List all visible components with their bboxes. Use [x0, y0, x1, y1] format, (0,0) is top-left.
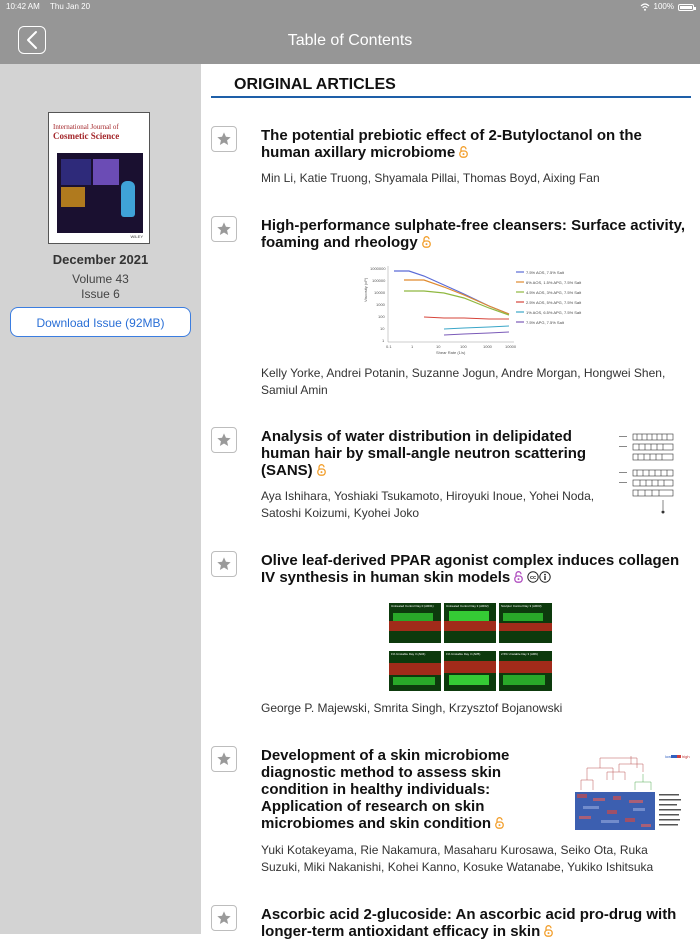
- figure-ylabel: Viscosity (cP): [363, 277, 368, 302]
- status-time: 10:42 AM: [6, 2, 40, 11]
- article-authors: George P. Majewski, Smrita Singh, Krzysztof Bojanowski: [261, 701, 563, 715]
- issue-sidebar: [0, 64, 201, 934]
- open-access-icon: [317, 464, 326, 476]
- svg-text:7.5% APG, 7.5% Salt: 7.5% APG, 7.5% Salt: [526, 320, 564, 325]
- article-authors: Kelly Yorke, Andrei Potanin, Suzanne Jogun, Andre Morgan, Hongwei Shen, Samiul Amin: [261, 366, 666, 397]
- svg-text:100: 100: [460, 344, 467, 349]
- download-issue-button[interactable]: Download Issue (92MB): [10, 307, 191, 337]
- svg-text:1000000: 1000000: [370, 266, 386, 271]
- creative-commons-icon: [527, 571, 539, 583]
- svg-text:Untreated Control Day 3 (AR02): Untreated Control Day 3 (AR02): [446, 604, 489, 608]
- open-access-icon: [544, 925, 553, 937]
- svg-text:10: 10: [436, 344, 441, 349]
- cover-title-line2: Cosmetic Science: [53, 131, 120, 141]
- nav-bar: [0, 14, 700, 64]
- issue-number: Issue 6: [81, 287, 120, 301]
- star-icon: [216, 131, 232, 147]
- svg-text:Untreated Control Day 0 (AR01): Untreated Control Day 0 (AR01): [391, 604, 434, 608]
- svg-text:1% Unstable Day 3 (AR4): 1% Unstable Day 3 (AR4): [391, 652, 426, 656]
- open-access-icon: [514, 571, 523, 583]
- svg-text:1000: 1000: [376, 302, 385, 307]
- open-access-icon: [422, 236, 431, 248]
- svg-text:6% AOS, 1.5% APG, 7.5% Salt: 6% AOS, 1.5% APG, 7.5% Salt: [526, 280, 582, 285]
- svg-text:1: 1: [382, 338, 385, 343]
- wifi-icon: [640, 3, 650, 11]
- svg-text:100: 100: [378, 314, 385, 319]
- battery-percent: 100%: [653, 2, 674, 11]
- star-icon: [216, 221, 232, 237]
- cover-publisher: WILEY: [130, 234, 143, 239]
- cover-title-line1: International Journal of: [53, 123, 119, 131]
- svg-text:1: 1: [411, 344, 414, 349]
- svg-text:high: high: [682, 754, 690, 759]
- battery-icon: [678, 4, 694, 11]
- star-icon: [216, 910, 232, 926]
- star-icon: [216, 432, 232, 448]
- svg-text:4.5% AOS, 3% APG, 7.5% Salt: 4.5% AOS, 3% APG, 7.5% Salt: [526, 290, 582, 295]
- svg-text:cc: cc: [530, 575, 537, 581]
- star-icon: [216, 556, 232, 572]
- article-figure-rheology[interactable]: [364, 262, 594, 357]
- favorite-star-button[interactable]: [211, 905, 237, 931]
- svg-text:1% AOS, 6.5% APG, 7.5% Salt: 1% AOS, 6.5% APG, 7.5% Salt: [526, 310, 582, 315]
- open-access-icon: [495, 817, 504, 829]
- section-divider: [211, 96, 691, 98]
- svg-text:10000: 10000: [374, 290, 386, 295]
- article-authors: Aya Ishihara, Yoshiaki Tsukamoto, Hiroyuki Inoue, Yohei Noda, Satoshi Koizumi, Kyohei Joko: [261, 489, 595, 520]
- svg-text:1000: 1000: [483, 344, 492, 349]
- cover-top-bar: [49, 113, 149, 121]
- page-title: Table of Contents: [287, 32, 413, 49]
- issue-date: December 2021: [52, 252, 149, 267]
- svg-text:2.5% AOS, 5% APG, 7.5% Salt: 2.5% AOS, 5% APG, 7.5% Salt: [526, 300, 582, 305]
- favorite-star-button[interactable]: [211, 427, 237, 453]
- article-figure-heatmap[interactable]: [573, 750, 690, 834]
- open-access-icon: [459, 146, 468, 158]
- status-bar: [0, 0, 700, 14]
- figure-xlabel: Shear Rate (1/s): [436, 350, 466, 355]
- section-title: ORIGINAL ARTICLES: [234, 76, 396, 93]
- article-title[interactable]: Olive leaf-derived PPAR agonist complex induces collagen IV synthesis in human skin models cc: [261, 552, 680, 586]
- svg-text:low: low: [665, 754, 672, 759]
- svg-text:1% Unstable Day 3 (AR5): 1% Unstable Day 3 (AR5): [446, 652, 481, 656]
- favorite-star-button[interactable]: [211, 216, 237, 242]
- journal-cover[interactable]: [48, 112, 150, 244]
- star-icon: [216, 751, 232, 767]
- favorite-star-button[interactable]: [211, 126, 237, 152]
- status-date: Thu Jan 20: [50, 2, 91, 11]
- article-authors: Yuki Kotakeyama, Rie Nakamura, Masaharu Kurosawa, Seiko Ota, Ruka Suzuki, Miki Nakanishi, Kohei Kanno, Kosuke Watanabe, Yukiko Ishitsuka: [261, 843, 654, 874]
- svg-text:Sculptor Control Day 3 (AR03): Sculptor Control Day 3 (AR03): [501, 604, 542, 608]
- article-authors: Min Li, Katie Truong, Shyamala Pillai, Thomas Boyd, Aixing Fan: [261, 171, 600, 185]
- svg-text:10: 10: [380, 326, 385, 331]
- article-title[interactable]: Ascorbic acid 2-glucoside: An ascorbic acid pro-drug with longer-term antioxidant efficacy in skin: [261, 906, 677, 940]
- article-title[interactable]: High-performance sulphate-free cleansers: Surface activity, foaming and rheology: [261, 217, 686, 251]
- svg-text:7.5% AOS, 7.5% Salt: 7.5% AOS, 7.5% Salt: [526, 270, 564, 275]
- article-figure-sans[interactable]: [615, 428, 677, 516]
- article-figure-skin-models[interactable]: [387, 599, 554, 693]
- article-title[interactable]: The potential prebiotic effect of 2-Butyloctanol on the human axillary microbiome: [261, 127, 642, 161]
- svg-text:100000: 100000: [372, 278, 386, 283]
- article-title[interactable]: Development of a skin microbiome diagnostic method to assess skin condition in healthy individuals: Application of research on skin microbiomes and skin condition: [261, 747, 510, 832]
- svg-text:2.5% Unstable Day 3 (AR6): 2.5% Unstable Day 3 (AR6): [501, 652, 538, 656]
- favorite-star-button[interactable]: [211, 746, 237, 772]
- svg-text:10000: 10000: [505, 344, 517, 349]
- status-right: [640, 0, 694, 14]
- svg-text:0.1: 0.1: [386, 344, 392, 349]
- issue-volume: Volume 43: [72, 272, 129, 286]
- toc-content[interactable]: [201, 64, 700, 940]
- attribution-icon: [539, 571, 551, 583]
- cover-image: [57, 153, 143, 233]
- article-title[interactable]: Analysis of water distribution in delipidated human hair by small-angle neutron scattering (SANS): [261, 428, 587, 479]
- favorite-star-button[interactable]: [211, 551, 237, 577]
